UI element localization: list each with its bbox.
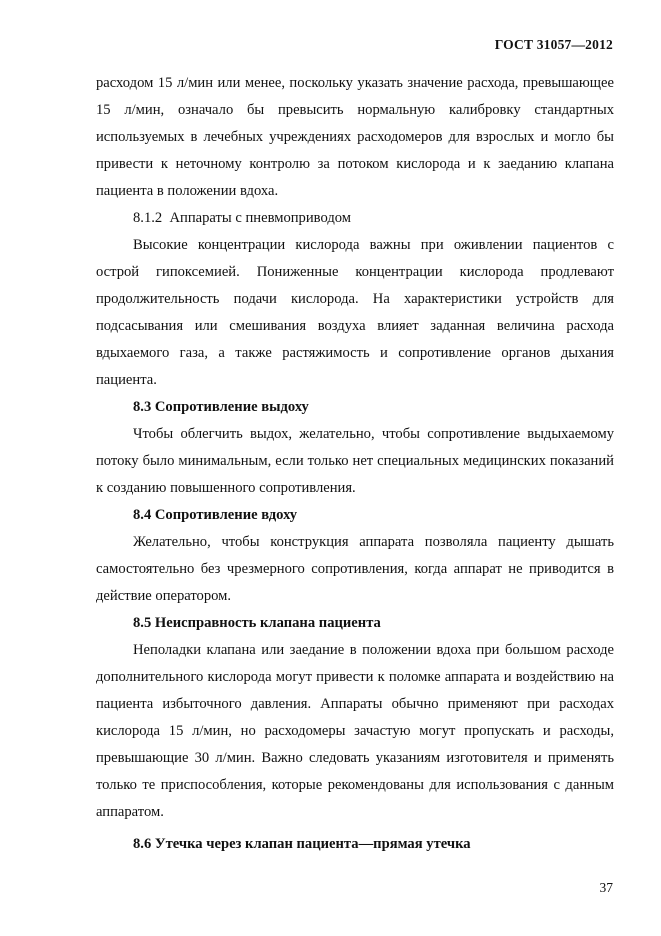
subsection-8-1-2-paragraph: Высокие концентрации кислорода важны при оживлении пациентов с острой гипоксемией. Пониженные концентрации кислорода продлевают продолжительность подачи кислорода. На характеристики устройств для подсасывания или смешивания воздуха влияет заданная величина расхода вдыхаемого газа, а также растяжимость и сопротивление органов дыхания пациента. xyxy=(96,237,614,388)
subsection-8-1-2-title: 8.1.2 Аппараты с пневмоприводом xyxy=(133,210,352,226)
section-8-4-heading: 8.4 Сопротивление вдоху xyxy=(133,507,298,523)
page-number: 37 xyxy=(599,880,613,895)
section-8-3-paragraph: Чтобы облегчить выдох, желательно, чтобы сопротивление выдыхаемому потоку было минимальным, если только нет специальных медицинских показаний к созданию повышенного сопротивления. xyxy=(96,426,614,496)
page-body xyxy=(96,70,614,858)
section-8-5-paragraph: Неполадки клапана или заедание в положении вдоха при большом расходе дополнительного кислорода могут привести к поломке аппарата и воздействию на пациента избыточного давления. Аппараты обычно применяют при расходах кислорода 15 л/мин, но расходомеры зачастую могут пропускать и расходы, превышающие 30 л/мин. Важно следовать указаниям изготовителя и применять только те приспособления, которые рекомендованы для использования с данным аппаратом. xyxy=(96,642,614,820)
section-8-4-paragraph: Желательно, чтобы конструкция аппарата позволяла пациенту дышать самостоятельно без чрезмерного сопротивления, когда аппарат не приводится в действие оператором. xyxy=(96,534,614,604)
section-8-6-heading: 8.6 Утечка через клапан пациента—прямая утечка xyxy=(133,836,471,852)
document-header: ГОСТ 31057—2012 xyxy=(494,37,613,52)
continuation-paragraph: расходом 15 л/мин или менее, поскольку указать значение расхода, превышающее 15 л/мин, означало бы превысить нормальную калибровку стандартных используемых в лечебных учреждениях расходомеров для взрослых и могло бы привести к неточному контролю за потоком кислорода и к заеданию клапана пациента в положении вдоха. xyxy=(96,75,614,199)
section-8-3-heading: 8.3 Сопротивление выдоху xyxy=(133,399,309,415)
section-8-5-heading: 8.5 Неисправность клапана пациента xyxy=(133,615,381,631)
